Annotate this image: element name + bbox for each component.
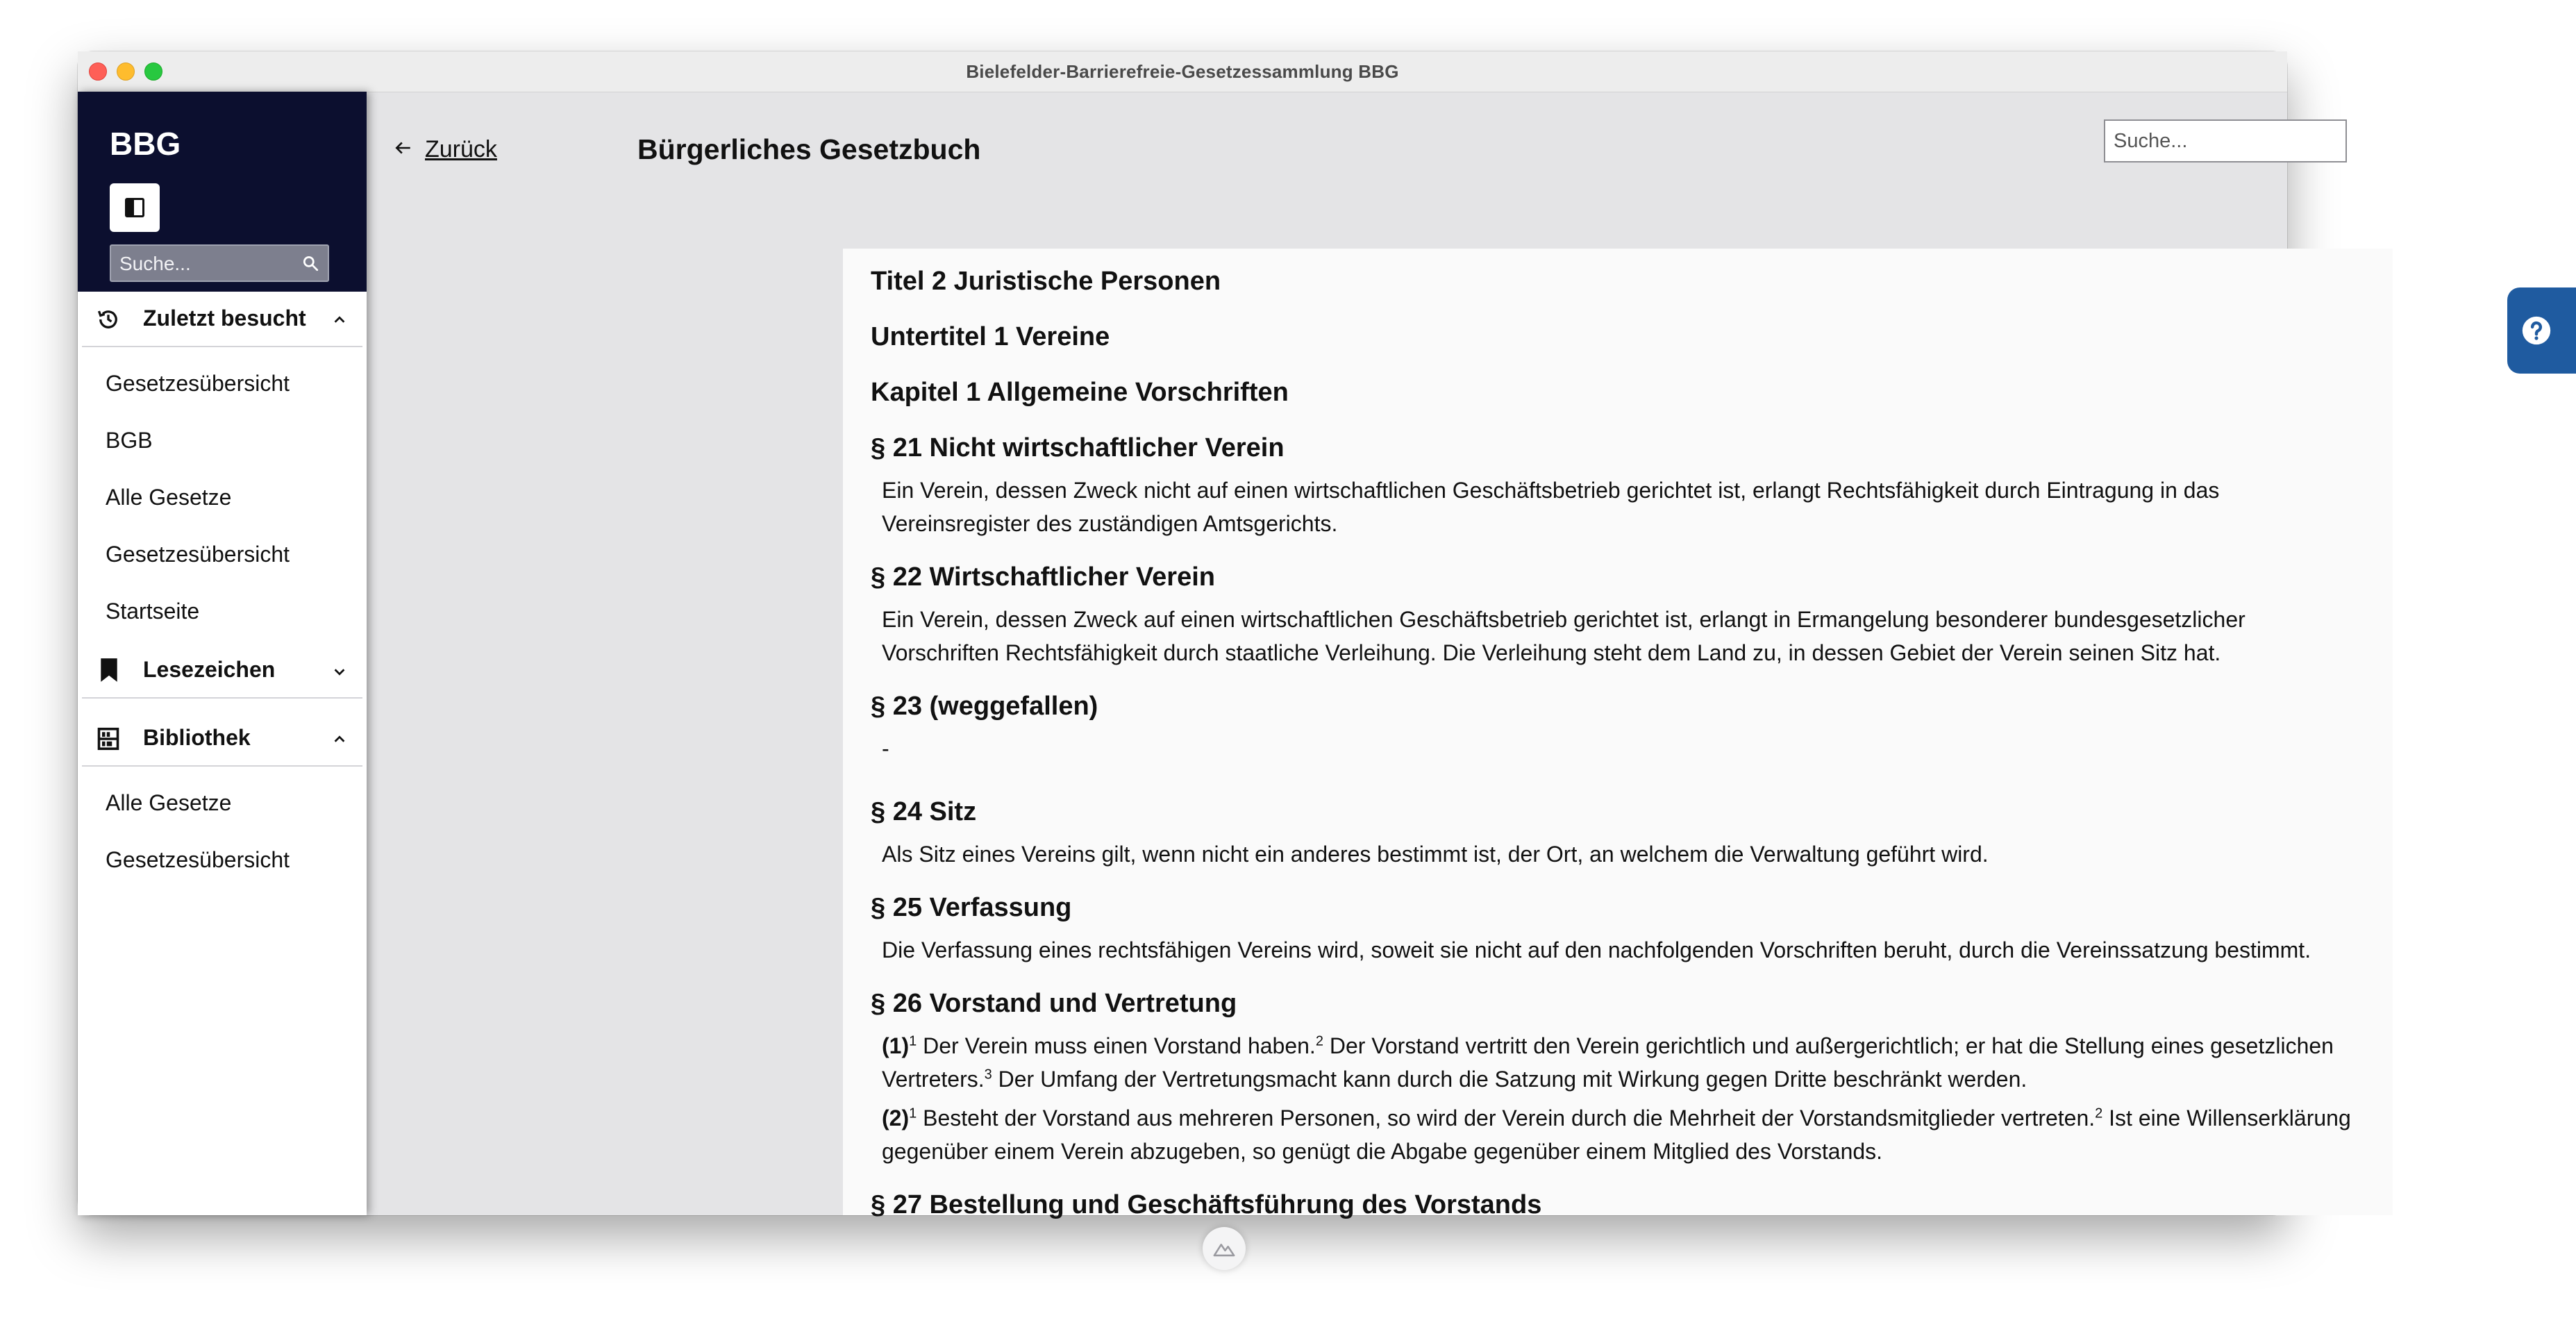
brand-logo[interactable]: BBG: [110, 126, 181, 162]
paragraph-text: Ein Verein, dessen Zweck auf einen wirtschaftlichen Geschäftsbetrieb gerichtet ist, erlangt in Ermangelung besonderer bundesgesetzlicher Vorschriften Rechtsfähigkeit durch staatliche Verleihung. Die Verleihung steht dem Land zu, in dessen Gebiet der Verein seinen Sitz hat.: [882, 607, 2245, 665]
paragraph-heading[interactable]: § 23 (weggefallen): [871, 692, 1098, 721]
sentence: Besteht der Vorstand aus mehreren Personen, so wird der Verein durch die Mehrheit der Vorstandsmitglieder vertreten.: [923, 1106, 2096, 1131]
paragraph-heading[interactable]: § 21 Nicht wirtschaftlicher Verein: [871, 433, 1285, 462]
section-label: Lesezeichen: [143, 657, 276, 682]
library-icon: [96, 726, 121, 755]
main-area: [367, 92, 2351, 1219]
absatz: $(2)^1$ Besteht der Vorstand aus mehreren Personen, so wird der Verein durch die Mehrheit der Vorstandsmitglieder vertreten.$^2$ Ist eine Willenserklärung gegenüber einem Verein abzugeben, so genügt die Abgabe gegenüber einem Mitglied des Vorstands.: [882, 1106, 2351, 1164]
absatz-number: (2): [882, 1106, 910, 1131]
window-title: Bielefelder-Barrierefreie-Gesetzessammlung BBG: [966, 61, 1399, 82]
paragraph-heading[interactable]: § 27 Bestellung und Geschäftsführung des Vorstands: [871, 1190, 1542, 1219]
chevron-up-icon[interactable]: [332, 732, 347, 751]
sidebar-search[interactable]: [110, 244, 329, 282]
recent-item-gesetzesuebersicht-2[interactable]: Gesetzesübersicht: [106, 542, 290, 567]
title-bar: [78, 51, 2287, 92]
section-label: Zuletzt besucht: [143, 306, 306, 331]
sidebar-toggle-button[interactable]: [110, 183, 160, 232]
mountain-icon: [1212, 1237, 1236, 1260]
sentence: Der Vorstand vertritt den Verein gerichtlich und außergerichtlich; er hat die Stellung eines gesetzlichen Vertreters.: [882, 1033, 2334, 1092]
untertitel-heading: Untertitel 1 Vereine: [871, 322, 1110, 351]
back-link[interactable]: [394, 132, 497, 167]
section-library[interactable]: [82, 711, 362, 767]
absatz-number: (1): [882, 1033, 910, 1058]
chevron-up-icon[interactable]: [332, 312, 347, 331]
paragraph-heading[interactable]: § 22 Wirtschaftlicher Verein: [871, 562, 1215, 592]
scroll-to-top-button[interactable]: [1203, 1227, 1246, 1270]
titel-heading: Titel 2 Juristische Personen: [871, 267, 1221, 296]
section-recently-visited[interactable]: [82, 292, 362, 347]
sentence: Der Verein muss einen Vorstand haben.: [923, 1033, 1316, 1058]
sidebar-search-input[interactable]: [111, 246, 301, 282]
help-button[interactable]: [2507, 287, 2576, 374]
recent-item-bgb[interactable]: BGB: [106, 428, 153, 453]
sentence: Ist eine Willenserklärung gegenüber einem Verein abzugeben, so genügt die Abgabe gegenüber einem Mitglied des Vorstands.: [882, 1106, 2351, 1164]
recent-item-startseite[interactable]: Startseite: [106, 599, 200, 624]
page-title: Bürgerliches Gesetzbuch: [637, 133, 981, 165]
paragraph-text: Als Sitz eines Vereins gilt, wenn nicht ein anderes bestimmt ist, der Ort, an welchem die Verwaltung geführt wird.: [882, 842, 1989, 867]
kapitel-heading: Kapitel 1 Allgemeine Vorschriften: [871, 378, 1289, 407]
chevron-down-icon[interactable]: [332, 664, 347, 683]
help-icon: [2521, 315, 2552, 349]
content-search[interactable]: [2104, 119, 2347, 162]
sidebar-header: [78, 92, 367, 292]
recent-item-alle-gesetze[interactable]: Alle Gesetze: [106, 485, 232, 510]
back-label[interactable]: Zurück: [425, 135, 497, 162]
section-label: Bibliothek: [143, 725, 251, 750]
content-search-input[interactable]: [2105, 121, 2345, 161]
paragraph-text: Ein Verein, dessen Zweck nicht auf einen wirtschaftlichen Geschäftsbetrieb gerichtet ist, erlangt Rechtsfähigkeit durch Eintragung in das Vereinsregister des zuständigen Amtsgerichts.: [882, 478, 2220, 536]
arrow-left-icon: [394, 136, 412, 163]
history-icon: [96, 307, 121, 335]
law-content: [843, 249, 2393, 1219]
sidebar: [78, 92, 367, 1215]
paragraph-heading[interactable]: § 24 Sitz: [871, 797, 977, 826]
absatz: $(1)^1$ Der Verein muss einen Vorstand haben.$^2$ Der Vorstand vertritt den Verein gerichtlich und außergerichtlich; er hat die Stellung eines gesetzlichen Vertreters.$^3$ Der Umfang der Vertretungsmacht kann durch die Satzung mit Wirkung gegen Dritte beschränkt werden.: [882, 1033, 2334, 1092]
sidebar-panel-icon: [125, 198, 144, 217]
paragraph-text: Die Verfassung eines rechtsfähigen Vereins wird, soweit sie nicht auf den nachfolgenden Vorschriften beruht, durch die Vereinssatzung bestimmt.: [882, 937, 2311, 962]
bookmark-icon: [100, 658, 118, 685]
library-item-gesetzesuebersicht[interactable]: Gesetzesübersicht: [106, 847, 290, 872]
search-icon[interactable]: [301, 254, 319, 276]
section-bookmarks[interactable]: [82, 643, 362, 699]
paragraph-heading[interactable]: § 25 Verfassung: [871, 893, 1072, 922]
app-window: [78, 51, 2351, 1219]
library-item-alle-gesetze[interactable]: Alle Gesetze: [106, 790, 232, 815]
paragraph-heading[interactable]: § 26 Vorstand und Vertretung: [871, 989, 1237, 1018]
sentence: Der Umfang der Vertretungsmacht kann durch die Satzung mit Wirkung gegen Dritte beschränkt werden.: [998, 1067, 2027, 1092]
paragraph-text: -: [882, 736, 889, 761]
recent-item-gesetzesuebersicht[interactable]: Gesetzesübersicht: [106, 371, 290, 396]
